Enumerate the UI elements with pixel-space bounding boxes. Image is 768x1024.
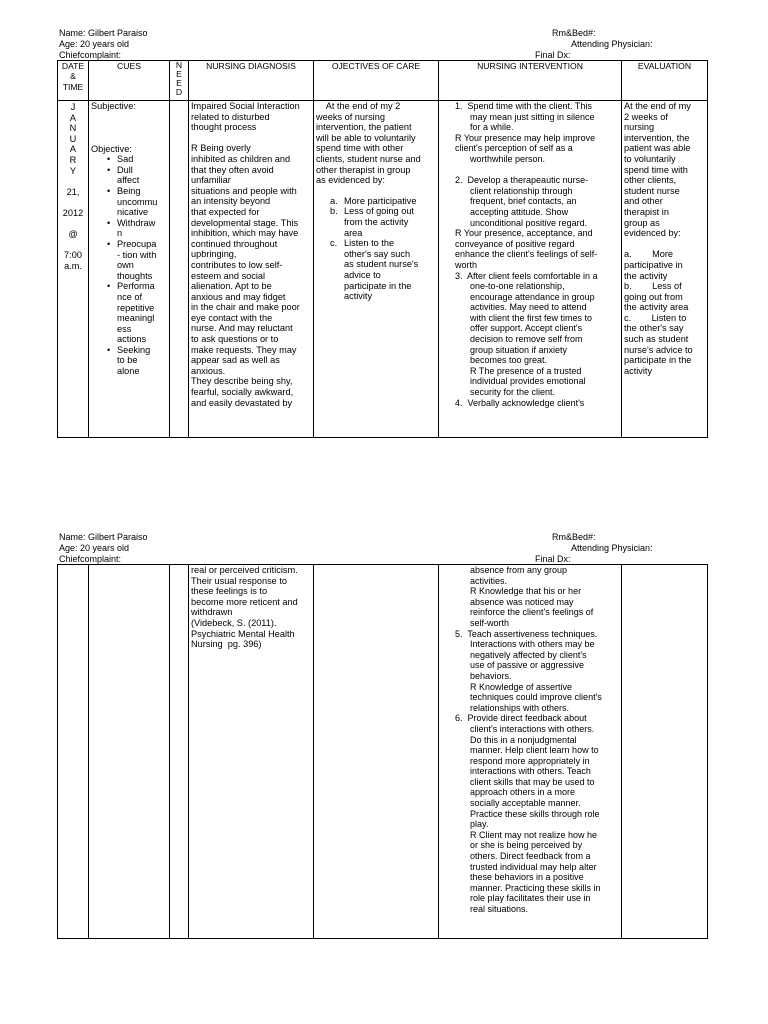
col-nursing-diagnosis: NURSING DIAGNOSIS — [189, 61, 314, 101]
care-plan-table-page-1 — [57, 60, 708, 438]
header-age: Age: 20 years old — [59, 543, 130, 553]
list-item: • Withdraw n — [117, 218, 167, 239]
col-evaluation: EVALUATION — [622, 61, 708, 101]
need-cell — [170, 101, 189, 438]
objectives-cell — [314, 101, 439, 438]
nursing-diagnosis-cell: Impaired Social Interaction related to disturbed thought process R Being overly inhibited as children and that they often avoid unfamiliar situations and people with an intensity beyond that expected for developmental stage. This inhibition, which may have continued throughout upbringing, contributes to low self- esteem and social alienation. Apt to be anxious and may fidget in the chair and make poor eye contact with the nurse. And may reluctant to ask questions or to make requests. They may appear sad as well as anxious. They describe being shy, fearful, socially awkward, and easily devastated by — [189, 101, 314, 438]
objective-number: b. — [330, 206, 338, 217]
nursing-intervention-cell: 1. Spend time with the client. This may mean just sitting in silence for a while. R Your presence may help improve client's perception of self as a worthwhile person. 2. Develop a therapeautic nurse- client relationship through frequent, brief contacts, an accepting attitude. Show unconditional positive regard. R Your presence, acceptance, and conveyance of positive regard enhance the client's feelings of self- worth 3. After client feels comfortable in a one-to-one relationship, encourage attendance in group activities. May need to attend with client the first few times to offer support. Accept client's decision to remove self from group situation if anxiety becomes too great. R The presence of a trusted individual provides emotional security for the client. 4. Verbally acknowledge client's — [439, 101, 622, 438]
list-item: • Seeking to be alone — [117, 345, 167, 377]
col-cues: CUES — [89, 61, 170, 101]
col-objectives-of-care: OJECTIVES OF CARE — [314, 61, 439, 101]
list-item: • Preocupa - tion with own thoughts — [117, 239, 167, 281]
list-item — [330, 196, 436, 207]
nursing-diagnosis-cell: real or perceived criticism. Their usual response to these feelings is to become more reticent and withdrawn (Videbeck, S. (2011). Psychiatric Mental Health Nursing pg. 396) — [189, 565, 314, 939]
header-chief-complaint: Chiefcomplaint: — [59, 50, 122, 60]
table-header-row — [58, 61, 708, 101]
date-time-cell: J A N U A R Y 21, 2012 @ 7:00 a.m. — [58, 101, 89, 438]
col-need: N E E D — [170, 61, 189, 101]
header-name: Name: Gilbert Paraiso — [59, 28, 148, 38]
header-final-dx: Final Dx: — [535, 554, 571, 564]
list-item: • Being uncommu nicative — [117, 186, 167, 218]
cues-objective-label: Objective: — [91, 143, 132, 154]
list-item — [330, 206, 436, 238]
evaluation-cell — [622, 565, 708, 939]
col-nursing-intervention: NURSING INTERVENTION — [439, 61, 622, 101]
date-time-cell — [58, 565, 89, 939]
header-attending-physician: Attending Physician: — [571, 543, 653, 553]
table-row — [58, 565, 708, 939]
cues-cell — [89, 565, 170, 939]
objective-text: More participative — [344, 195, 417, 206]
objectives-intro: At the end of my 2 weeks of nursing intervention, the patient will be able to voluntarily spend time with other clients, student nurse and other therapist in group as evidenced by: — [316, 101, 421, 186]
objective-text: Less of going out from the activity area — [344, 206, 414, 238]
col-date-time: DATE & TIME — [58, 61, 89, 101]
need-cell — [170, 565, 189, 939]
header-age: Age: 20 years old — [59, 39, 130, 49]
cues-subjective-label: Subjective: — [91, 101, 136, 111]
objective-text: Listen to the other's say such as student nurse's advice to participate in the activity — [344, 238, 419, 302]
objectives-list — [316, 196, 436, 302]
objectives-cell — [314, 565, 439, 939]
evaluation-cell: At the end of my 2 weeks of nursing intervention, the patient was able to voluntarily spend time with other clients, student nurse and other therapist in group as evidenced by: a. More participative in the activity b. Less of going out from the activity area c. Listen to the other's say such as student nurse's advice to participate in the activity — [622, 101, 708, 438]
cues-cell — [89, 101, 170, 438]
header-room-bed: Rm&Bed#: — [552, 532, 596, 542]
list-item: • Sad — [117, 154, 167, 165]
header-attending-physician: Attending Physician: — [571, 39, 653, 49]
list-item: • Dull affect — [117, 165, 167, 186]
header-room-bed: Rm&Bed#: — [552, 28, 596, 38]
objective-number: a. — [330, 195, 338, 206]
table-row — [58, 101, 708, 438]
list-item: • Performa nce of repetitive meaningl ess actions — [117, 281, 167, 345]
cues-objective-list — [91, 154, 167, 376]
care-plan-table-page-2 — [57, 564, 708, 939]
header-final-dx: Final Dx: — [535, 50, 571, 60]
header-chief-complaint: Chiefcomplaint: — [59, 554, 122, 564]
header-name: Name: Gilbert Paraiso — [59, 532, 148, 542]
objective-number: c. — [330, 238, 338, 249]
list-item — [330, 238, 436, 302]
nursing-intervention-cell: absence from any group activities. R Knowledge that his or her absence was noticed may reinforce the client's feelings of self-worth 5. Teach assertiveness techniques. Interactions with others may be negatively affected by client's use of passive or aggressive behaviors. R Knowledge of assertive techniques could improve client's relationships with others. 6. Provide direct feedback about client's interactions with others. Do this in a nonjudgmental manner. Help client learn how to respond more appropriately in interactions with others. Teach client skills that may be used to approach others in a more socially acceptable manner. Practice these skills through role play. R Client may not realize how he or she is being perceived by others. Direct feedback from a trusted individual may help alter these behaviors in a positive manner. Practicing these skills in role play facilitates their use in real situations. — [439, 565, 622, 939]
